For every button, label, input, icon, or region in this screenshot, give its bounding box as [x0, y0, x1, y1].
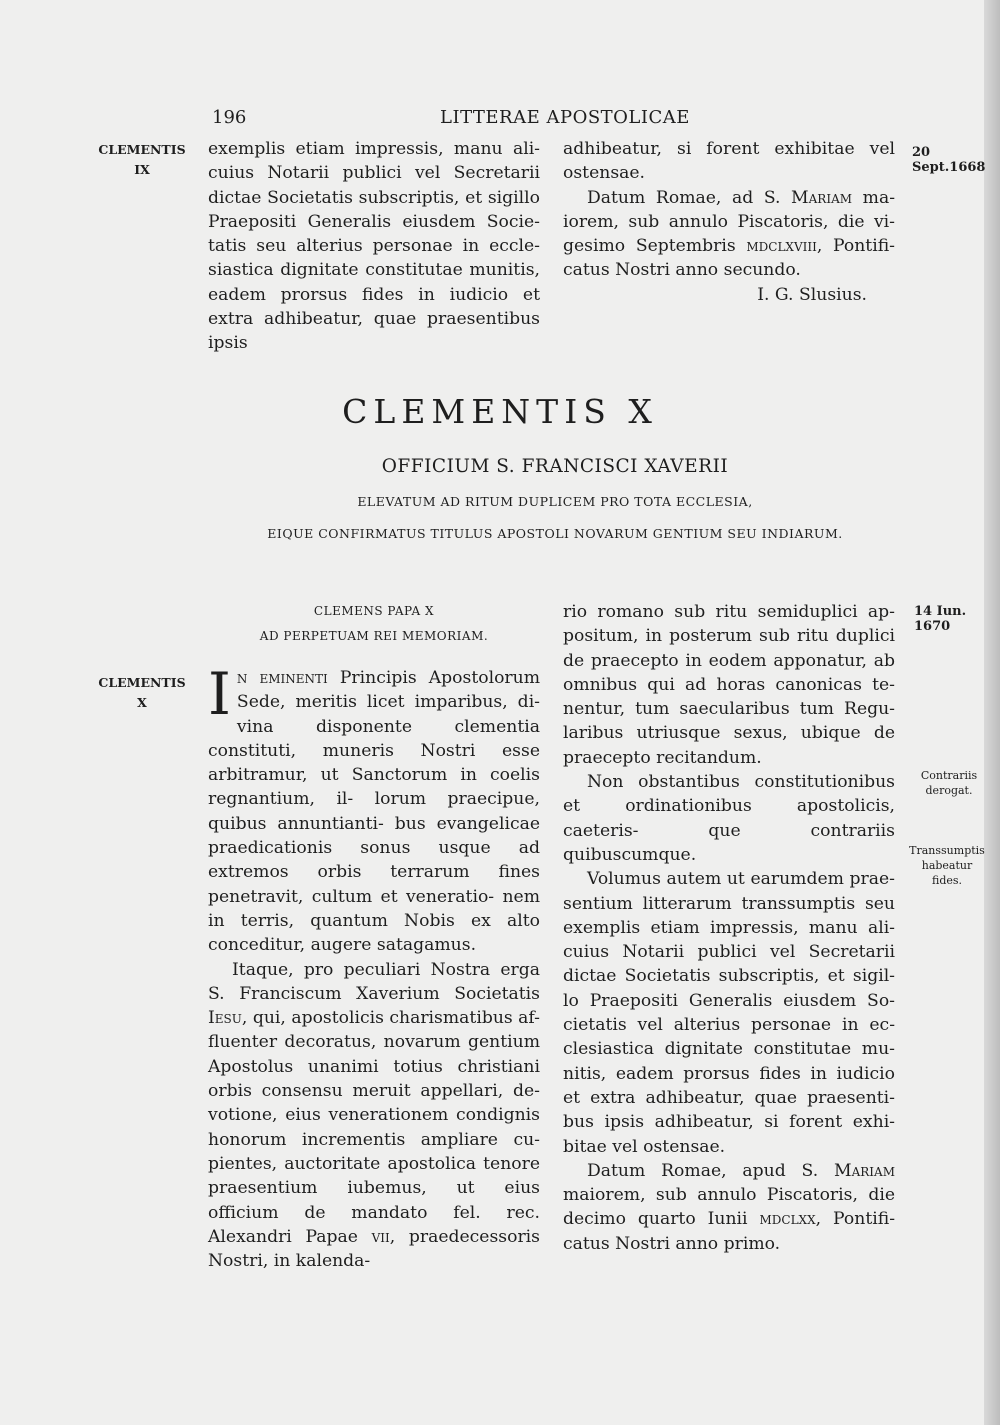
margin-pope-ix-number: IX [134, 162, 150, 177]
note-contrariis-line2: derogat. [925, 784, 973, 797]
dropcap: I [208, 660, 231, 728]
top-right-p2 [563, 186, 895, 283]
top-right-p2-start: Datum Romae, ad S. [587, 187, 792, 208]
body-p2-iesu: Iesu [208, 1008, 242, 1029]
top-right-p1: adhibeatur, si forent exhibitae vel ostensae. [563, 139, 895, 184]
page-number: 196 [212, 107, 247, 128]
top-left-text: exemplis etiam impressis, manu ali- cuius Notarii publici vel Secretarii dictae Societatis subscriptis, et sigillo Praepositi Generalis eiusdem Socie- tatis seu alterius personae in eccle- siastica dignitate constitutae munitis, eadem prorsus fides in iudicio et extra adhibeatur, quae praesentibus ipsis [208, 139, 540, 354]
top-right-p2-mariam: Mariam [791, 187, 853, 208]
top-right-column [563, 137, 895, 307]
body-left-column [208, 660, 540, 1273]
top-right-p2-end: , Pontifi- catus Nostri anno secundo. [563, 236, 895, 281]
body-r-p4-end: , Pontifi- catus Nostri anno primo. [563, 1209, 896, 1254]
date-note-1: 20 Sept.1668 [912, 145, 986, 175]
body-p2-end: , praedecessoris Nostri, in kalenda- [208, 1226, 540, 1272]
margin-pope-ix [92, 140, 192, 180]
section-heading-line1: ELEVATUM AD RITUM DUPLICEM PRO TOTA ECCLESIA, [357, 494, 753, 509]
body-p2-vii: vii [371, 1226, 390, 1247]
note-transsumptis-line2: habeatur fides. [921, 859, 973, 887]
body-r-p3: Volumus autem ut earumdem prae- sentium litterarum transsumptis seu exemplis etiam impressis, manu ali- cuius Notarii publici vel Secretarii dictae Societatis subscriptis, et sigil- lo Praepositi Generalis eiusdem So- cietatis vel alterius personae in ec- clesiastica dignitate constitutae mu- nitis, eadem prorsus fides in iudicio et extra adhibeatur, quae praesenti- bus ipsis adhibeatur, si forent exhi- bitae vel ostensae. [563, 869, 895, 1157]
body-p1-rest: Principis Apostolorum Sede, meritis licet imparibus, di- vina disponente clementia constituti, muneris Nostri esse arbitramur, ut Sanctorum in coelis regnantium, il- lorum praecipue, quibus annuntianti- bus evangelicae praedicationis sonus usque ad extremos orbis terrarum fines penetravit, cultum et veneratio- nem in terris, quantum Nobis ex alto conceditur, augere satagamus. [208, 668, 540, 956]
note-transsumptis [908, 843, 986, 888]
body-p1 [208, 660, 540, 958]
body-r-p4-start: Datum Romae, apud S. [587, 1160, 834, 1181]
margin-pope-x [92, 673, 192, 713]
body-p2-start: Itaque, pro peculiari Nostra erga S. Franciscum Xaverium Societatis [208, 959, 540, 1004]
running-title: LITTERAE APOSTOLICAE [440, 107, 690, 128]
body-p2 [208, 958, 540, 1274]
margin-pope-x-number: X [137, 695, 147, 710]
body-r-p4-mariam: Mariam [834, 1160, 895, 1181]
section-heading-line2: EIQUE CONFIRMATUS TITULUS APOSTOLI NOVARUM GENTIUM SEU INDIARUM. [267, 526, 843, 541]
addressee-line2: AD PERPETUAM REI MEMORIAM. [259, 629, 489, 643]
body-p1-incipit: n eminenti [236, 668, 328, 688]
section-subtitle: OFFICIUM S. FRANCISCI XAVERII [381, 456, 729, 477]
margin-pope-x-name: CLEMENTIS [98, 675, 186, 690]
body-r-p4-mid: maiorem, sub annulo Piscatoris, die decimo quarto Iunii [563, 1185, 895, 1230]
margin-pope-ix-name: CLEMENTIS [98, 142, 186, 157]
body-r-p4 [563, 1159, 895, 1256]
note-contrariis-line1: Contrariis [920, 769, 978, 782]
body-r-p4-year: mdclxx [759, 1209, 816, 1230]
top-right-p2-mid: ma- iorem, sub annulo Piscatoris, die vi- gesimo Septembris [563, 187, 895, 257]
body-r-p1: rio romano sub ritu semiduplici ap- positum, in posterum sub ritu duplici de praecepto in eodem apponatur, ab omnibus qui ad horas canonicas te- nentur, tum saecularibus tum Regu- laribus utriusque sexus, ubique de praecepto recitandum. [563, 602, 895, 768]
body-r-p2: Non obstantibus constitutionibus et ordinationibus apostolicis, caeteris- que contrariis quibuscumque. [563, 772, 895, 865]
note-transsumptis-line1: Transsumptis [909, 844, 985, 857]
date-note-2: 14 Iun. 1670 [914, 604, 967, 634]
section-title: CLEMENTIS X [342, 392, 658, 431]
signature: I. G. Slusius. [757, 284, 867, 305]
note-contrariis [910, 768, 988, 798]
body-right-column [563, 600, 895, 1256]
body-p2-rest: , qui, apostolicis charismatibus af- fluenter decoratus, novarum gentium Apostolus unanimi totius christiani orbis consensu meruit appellari, de- votione, eius venerationem condignis honorum incrementis ampliare cu- pientes, auctoritate apostolica tenore praesentium iubemus, ut eius officium de mandato fel. rec. Alexandri Papae [208, 1008, 540, 1247]
addressee-line1: CLEMENS PAPA X [313, 604, 435, 618]
page-edge [984, 0, 1000, 1425]
top-left-column [208, 137, 540, 356]
top-right-p2-year: mdclxviii [746, 236, 817, 257]
